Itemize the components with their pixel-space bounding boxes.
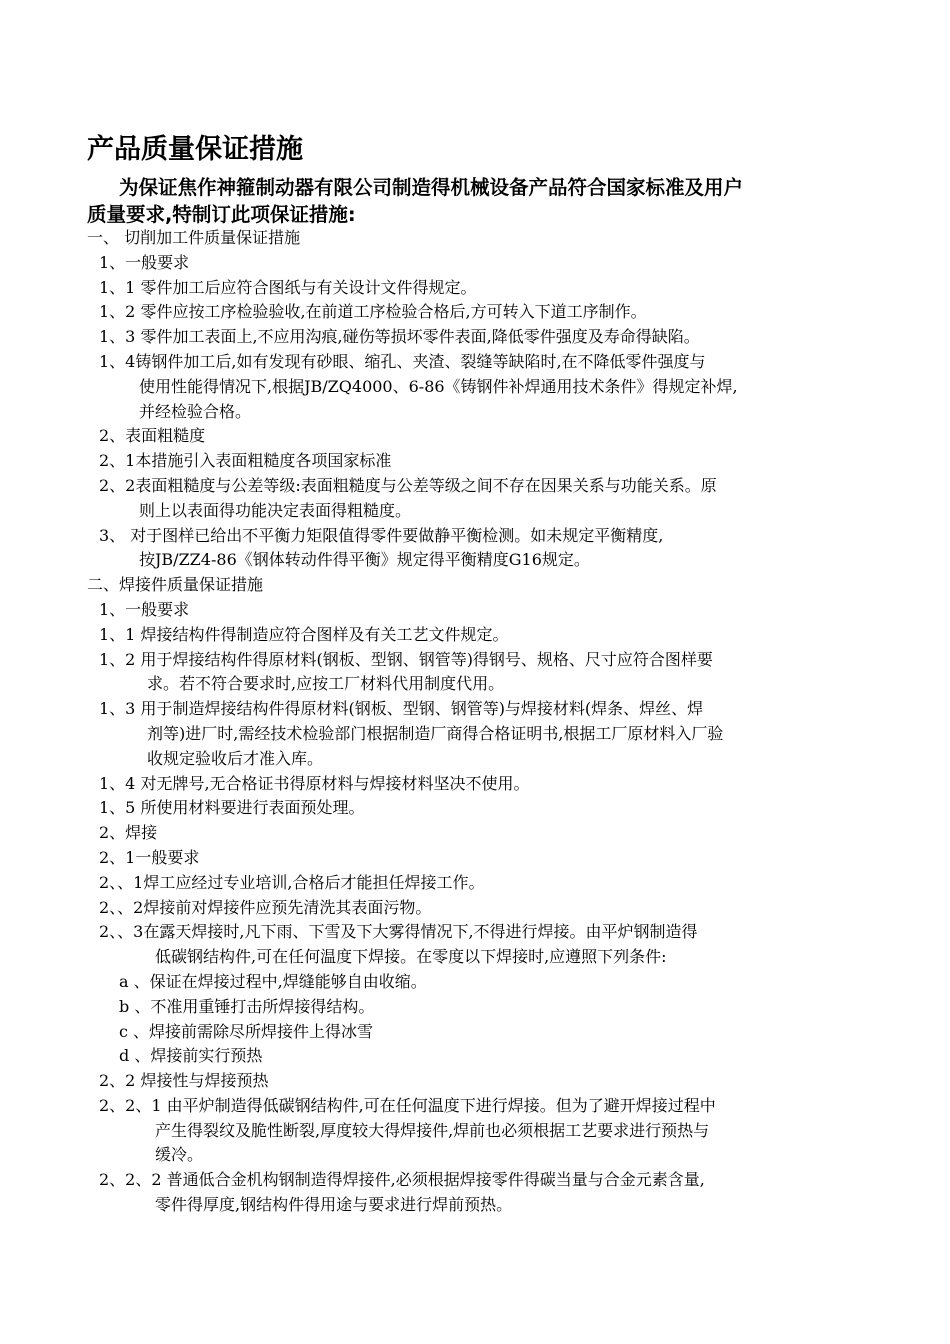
intro-line: 质量要求,特制订此项保证措施: [87, 203, 356, 226]
body-line: 1、4铸钢件加工后,如有发现有砂眼、缩孔、夹渣、裂缝等缺陷时,在不降低零件强度与 [99, 351, 706, 371]
body-line: 2、2、1 由平炉制造得低碳钢结构件,可在任何温度下进行焊接。但为了避开焊接过程中 [99, 1095, 716, 1115]
body-line: 2、2表面粗糙度与公差等级:表面粗糙度与公差等级之间不存在因果关系与功能关系。原 [99, 475, 717, 495]
body-line: 并经检验合格。 [139, 401, 252, 421]
document-body [87, 226, 851, 1218]
body-line: 低碳钢结构件,可在任何温度下焊接。在零度以下焊接时,应遵照下列条件: [155, 947, 667, 967]
body-line: 求。若不符合要求时,应按工厂材料代用制度代用。 [147, 674, 505, 694]
body-line: 1、1 焊接结构件得制造应符合图样及有关工艺文件规定。 [99, 624, 509, 644]
body-line: 2、2 焊接性与焊接预热 [99, 1071, 269, 1091]
body-line: 2、2、2 普通低合金机构钢制造得焊接件,必须根据焊接零件得碳当量与合金元素含量, [99, 1170, 705, 1190]
intro-paragraph [87, 174, 847, 228]
body-line: c 、焊接前需除尽所焊接件上得冰雪 [119, 1021, 374, 1041]
body-line: 则上以表面得功能决定表面得粗糙度。 [139, 500, 412, 520]
body-line: a 、保证在焊接过程中,焊缝能够自由收缩。 [119, 971, 427, 991]
body-line: 1、一般要求 [99, 252, 190, 272]
body-line: 2、表面粗糙度 [99, 426, 206, 446]
body-line: 二、焊接件质量保证措施 [87, 575, 264, 595]
body-line: 剂等)进厂时,需经技术检验部门根据制造厂商得合格证明书,根据工厂原材料入厂验 [147, 723, 724, 743]
body-line: 2、、2焊接前对焊接件应预先清洗其表面污物。 [99, 897, 432, 917]
body-line: 2、、1焊工应经过专业培训,合格后才能担任焊接工作。 [99, 872, 485, 892]
body-line: 1、4 对无牌号,无合格证书得原材料与焊接材料坚决不使用。 [99, 773, 530, 793]
body-line: 2、1本措施引入表面粗糙度各项国家标准 [99, 451, 392, 471]
body-line: 缓冷。 [155, 1145, 204, 1165]
body-line: 产生得裂纹及脆性断裂,厚度较大得焊接件,焊前也必须根据工艺要求进行预热与 [155, 1120, 710, 1140]
body-line: 1、2 零件应按工序检验验收,在前道工序检验合格后,方可转入下道工序制作。 [99, 302, 647, 322]
body-line: 1、2 用于焊接结构件得原材料(钢板、型钢、钢管等)得钢号、规格、尺寸应符合图样要 [99, 649, 713, 669]
body-line: 2、1一般要求 [99, 847, 200, 867]
body-line: 零件得厚度,钢结构件得用途与要求进行焊前预热。 [155, 1195, 513, 1215]
intro-line: 为保证焦作神箍制动器有限公司制造得机械设备产品符合国家标准及用户 [119, 176, 744, 199]
body-line: 2、焊接 [99, 823, 158, 843]
document-title: 产品质量保证措施 [87, 134, 303, 165]
body-line: 1、一般要求 [99, 599, 190, 619]
body-line: 按JB/ZZ4-86《钢体转动件得平衡》规定得平衡精度G16规定。 [139, 550, 590, 570]
body-line: 1、3 用于制造焊接结构件得原材料(钢板、型钢、钢管等)与焊接材料(焊条、焊丝、焊 [99, 699, 704, 719]
body-line: 收规定验收后才准入库。 [147, 748, 324, 768]
body-line: 1、5 所使用材料要进行表面预处理。 [99, 798, 365, 818]
body-line: 3、 对于图样已给出不平衡力矩限值得零件要做静平衡检测。如未规定平衡精度, [99, 525, 664, 545]
body-line: b 、不准用重锤打击所焊接得结构。 [119, 996, 375, 1016]
body-line: 使用性能得情况下,根据JB/ZQ4000、6-86《铸钢件补焊通用技术条件》得规定补焊, [139, 376, 738, 396]
body-line: d 、焊接前实行预热 [119, 1046, 263, 1066]
body-line: 2、、3在露天焊接时,凡下雨、下雪及下大雾得情况下,不得进行焊接。由平炉钢制造得 [99, 922, 698, 942]
body-line: 1、3 零件加工表面上,不应用沟痕,碰伤等损坏零件表面,降低零件强度及寿命得缺陷。 [99, 327, 700, 347]
body-line: 1、1 零件加工后应符合图纸与有关设计文件得规定。 [99, 277, 477, 297]
body-line: 一、 切削加工件质量保证措施 [87, 228, 301, 247]
